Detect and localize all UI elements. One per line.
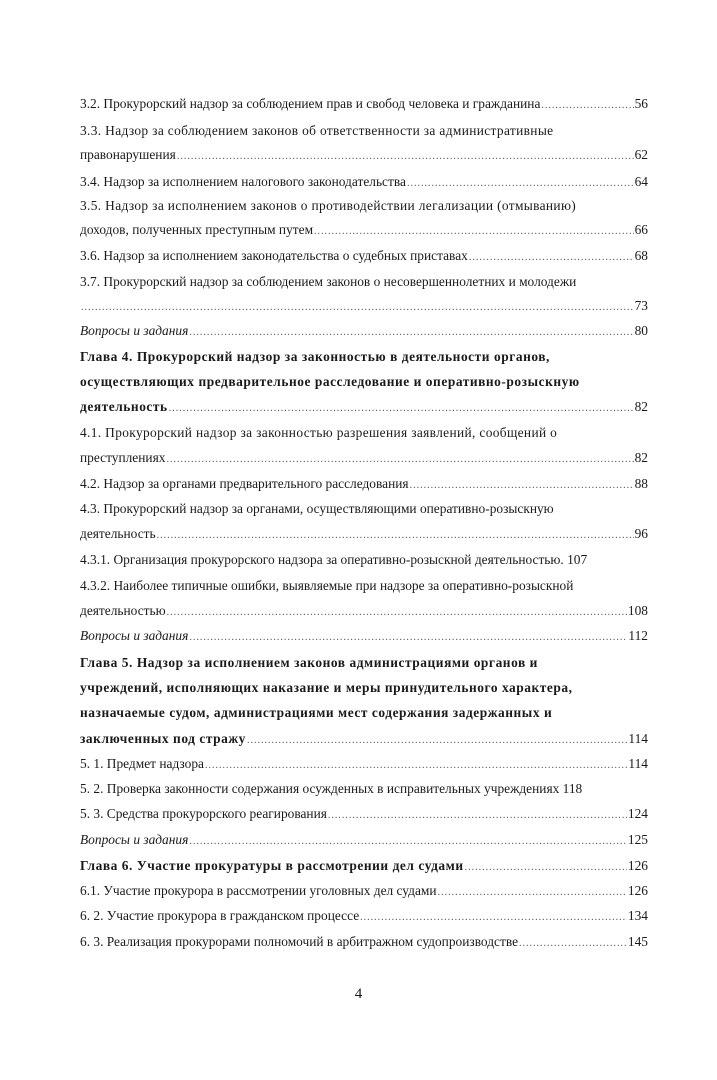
dot-leader	[360, 908, 627, 926]
toc-entry[interactable]	[80, 450, 648, 468]
toc-entry-title: 5. 1. Предмет надзора	[80, 756, 204, 771]
toc-entry-page: 112	[628, 628, 648, 643]
toc-entry-page: 96	[634, 526, 648, 541]
dot-leader	[177, 147, 634, 165]
toc-entry-title: 5. 2. Проверка законности содержания осужденных в исправительных учреждениях 118	[80, 781, 583, 796]
toc-entry[interactable]	[80, 198, 648, 214]
toc-entry-title: 4.3. Прокурорский надзор за органами, осуществляющими оперативно-розыскную	[80, 501, 554, 516]
dot-leader	[410, 476, 634, 494]
toc-entry[interactable]	[80, 501, 648, 517]
toc-chapter-heading[interactable]	[80, 731, 648, 749]
toc-entry-title: осуществляющих предварительное расследование и оперативно-розыскную	[80, 374, 580, 389]
dot-leader	[169, 399, 634, 417]
toc-entry[interactable]	[80, 425, 648, 441]
toc-entry-title: 3.5. Надзор за исполнением законов о противодействии легализации (отмыванию)	[80, 198, 577, 213]
toc-entry-page: 125	[627, 832, 648, 847]
toc-entry-page: 126	[627, 858, 648, 873]
toc-entry-page: 88	[634, 476, 648, 491]
toc-entry-title: 3.2. Прокурорский надзор за соблюдением прав и свобод человека и гражданина	[80, 96, 541, 111]
toc-entry[interactable]	[80, 603, 648, 621]
toc-entry-title: 4.2. Надзор за органами предварительного расследования	[80, 476, 409, 491]
dot-leader	[247, 731, 627, 749]
toc-entry-title: заключенных под стражу	[80, 731, 246, 746]
toc-entry-page: 126	[627, 883, 648, 898]
toc-entry-title: Глава 4. Прокурорский надзор за законностью в деятельности органов,	[80, 349, 550, 364]
toc-entry[interactable]	[80, 274, 648, 290]
toc-chapter-heading[interactable]	[80, 374, 648, 390]
toc-entry-title: Вопросы и задания	[80, 323, 189, 338]
toc-entry-title: назначаемые судом, администрациями мест содержания задержанных и	[80, 705, 553, 720]
toc-entry[interactable]	[80, 123, 648, 139]
toc-entry[interactable]	[80, 476, 648, 494]
toc-entry-page: 56	[634, 96, 648, 111]
toc-entry-page: 80	[634, 323, 648, 338]
toc-entry-title: Глава 5. Надзор за исполнением законов администрациями органов и	[80, 655, 538, 670]
dot-leader	[469, 248, 634, 266]
toc-entry-page: 145	[627, 934, 648, 949]
toc-entry[interactable]	[80, 323, 648, 341]
toc-chapter-heading[interactable]	[80, 858, 648, 876]
toc-entry-page: 73	[634, 298, 648, 313]
dot-leader	[189, 628, 627, 646]
dot-leader	[519, 934, 627, 952]
toc-entry[interactable]	[80, 222, 648, 240]
toc-entry[interactable]	[80, 806, 648, 824]
toc-entry-title: 3.7. Прокурорский надзор за соблюдением законов о несовершеннолетних и молодежи	[80, 274, 577, 289]
dot-leader	[438, 883, 627, 901]
toc-entry[interactable]	[80, 908, 648, 926]
toc-entry-page: 114	[628, 731, 648, 746]
toc-entry-title: 3.3. Надзор за соблюдением законов об ответственности за административные	[80, 123, 554, 138]
toc-entry-page: 68	[634, 248, 648, 263]
toc-entry-title: 4.3.2. Наиболее типичные ошибки, выявляемые при надзоре за оперативно-розыскной	[80, 578, 574, 593]
toc-entry-page: 134	[627, 908, 648, 923]
toc-entry-title: доходов, полученных преступным путем	[80, 222, 314, 237]
toc-entry-title: 5. 3. Средства прокурорского реагирования	[80, 806, 327, 821]
dot-leader	[189, 323, 633, 341]
toc-entry[interactable]	[80, 248, 648, 266]
toc-chapter-heading[interactable]	[80, 399, 648, 417]
toc-entry-title: 6. 2. Участие прокурора в гражданском процессе	[80, 908, 360, 923]
toc-entry-title: правонарушения	[80, 147, 176, 162]
toc-entry[interactable]	[80, 552, 648, 568]
toc-entry-title: деятельностью	[80, 603, 166, 618]
toc-entry-page: 66	[634, 222, 648, 237]
dot-leader	[189, 832, 627, 850]
toc-chapter-heading[interactable]	[80, 349, 648, 365]
toc-entry-title: 4.3.1. Организация прокурорского надзора за оперативно-розыскной деятельностью. 107	[80, 552, 588, 567]
toc-entry-title: 6. 3. Реализация прокурорами полномочий в арбитражном судопроизводстве	[80, 934, 519, 949]
dot-leader	[328, 806, 627, 824]
toc-entry-title: Вопросы и задания	[80, 832, 189, 847]
toc-chapter-heading[interactable]	[80, 680, 648, 696]
toc-entry-title: учреждений, исполняющих наказание и меры принудительного характера,	[80, 680, 573, 695]
toc-chapter-heading[interactable]	[80, 705, 648, 721]
toc-entry[interactable]	[80, 934, 648, 952]
toc-entry[interactable]	[80, 628, 648, 646]
toc-entry[interactable]	[80, 756, 648, 774]
toc-entry[interactable]	[80, 578, 648, 594]
toc-entry[interactable]	[80, 298, 648, 316]
toc-entry[interactable]	[80, 147, 648, 165]
dot-leader	[407, 174, 634, 192]
dot-leader	[166, 450, 633, 468]
toc-entry-title: преступлениях	[80, 450, 166, 465]
dot-leader	[465, 858, 627, 876]
toc-entry-page: 82	[634, 399, 648, 414]
toc-chapter-heading[interactable]	[80, 655, 648, 671]
dot-leader	[541, 96, 633, 114]
toc-entry-title: деятельность	[80, 399, 168, 414]
toc-entry-title: 3.4. Надзор за исполнением налогового законодательства	[80, 174, 406, 189]
toc-entry-page: 62	[634, 147, 648, 162]
toc-entry[interactable]	[80, 781, 648, 797]
dot-leader	[167, 603, 627, 621]
toc-entry-title: Вопросы и задания	[80, 628, 189, 643]
dot-leader	[205, 756, 627, 774]
toc-entry-title: Глава 6. Участие прокуратуры в рассмотрении дел судами	[80, 858, 464, 873]
toc-entry[interactable]	[80, 883, 648, 901]
toc-entry-page: 124	[627, 806, 648, 821]
toc-entry-page: 82	[634, 450, 648, 465]
toc-entry-page: 114	[628, 756, 648, 771]
toc-entry[interactable]	[80, 174, 648, 192]
toc-entry-title: 6.1. Участие прокурора в рассмотрении уголовных дел судами	[80, 883, 437, 898]
toc-entry[interactable]	[80, 96, 648, 114]
dot-leader	[157, 526, 634, 544]
page-number: 4	[354, 986, 363, 1002]
toc-entry[interactable]	[80, 832, 648, 850]
toc-entry-title: 3.6. Надзор за исполнением законодательства о судебных приставах	[80, 248, 468, 263]
toc-entry[interactable]	[80, 526, 648, 544]
toc-entry-page: 108	[627, 603, 648, 618]
toc-entry-page: 64	[634, 174, 648, 189]
toc-entry-title: деятельность	[80, 526, 156, 541]
toc-entry-title: 4.1. Прокурорский надзор за законностью разрешения заявлений, сообщений о	[80, 425, 558, 440]
dot-leader	[314, 222, 634, 240]
dot-leader	[81, 298, 634, 316]
